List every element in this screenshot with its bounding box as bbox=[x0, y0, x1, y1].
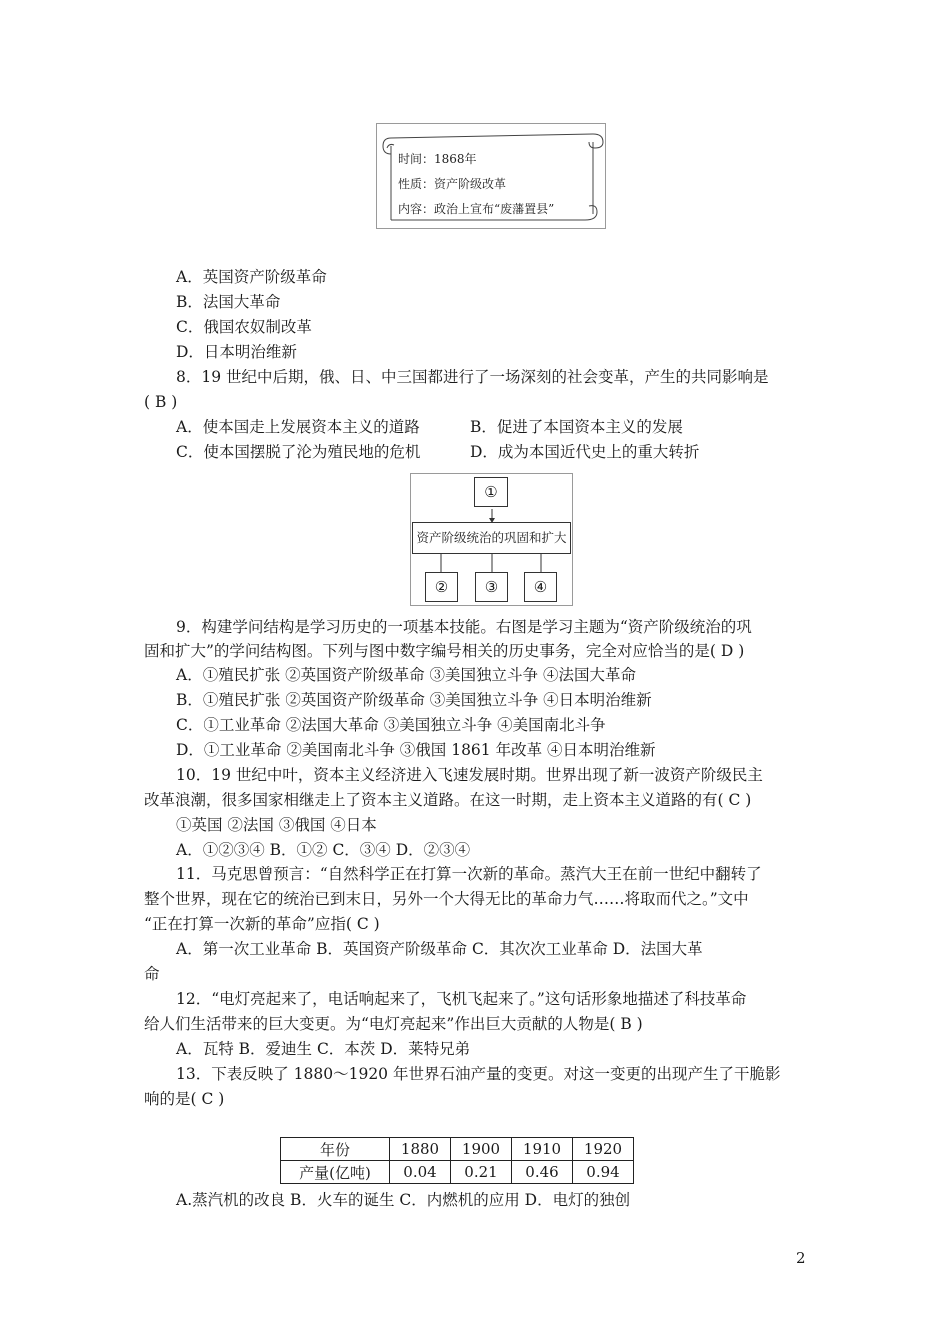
diagram-box-1: ① bbox=[474, 477, 508, 507]
table-header-output: 产量(亿吨) bbox=[281, 1161, 390, 1184]
page-number: 2 bbox=[796, 1249, 806, 1267]
table-row bbox=[281, 1161, 634, 1184]
q9-option-c: C．①工业革命 ②法国大革命 ③美国独立斗争 ④美国南北斗争 bbox=[176, 716, 606, 734]
q11-stem-line2: 整个世界，现在它的统治已到末日，另外一个大得无比的革命力气……将取而代之。”文中 bbox=[144, 890, 749, 908]
scroll-nature: 性质：资产阶级改革 bbox=[398, 177, 507, 191]
q9-option-d: D．①工业革命 ②美国南北斗争 ③俄国 1861 年改革 ④日本明治维新 bbox=[176, 741, 656, 759]
table-cell: 0.46 bbox=[512, 1161, 573, 1184]
diagram-box-4: ④ bbox=[524, 572, 557, 602]
scroll-figure bbox=[376, 123, 606, 229]
oil-production-table bbox=[280, 1137, 634, 1184]
table-cell: 1880 bbox=[390, 1138, 451, 1161]
table-cell: 0.21 bbox=[451, 1161, 512, 1184]
q12-options: A．瓦特 B．爱迪生 C．本茨 D．莱特兄弟 bbox=[176, 1040, 471, 1058]
table-row bbox=[281, 1138, 634, 1161]
q13-stem-line1: 13．下表反映了 1880～1920 年世界石油产量的变更。对这一变更的出现产生了干脆影 bbox=[176, 1065, 781, 1083]
q11-options-cont: 命 bbox=[144, 965, 160, 983]
scroll-time: 时间：1868年 bbox=[398, 152, 477, 166]
table-cell: 1920 bbox=[573, 1138, 634, 1161]
q8-option-a: A．使本国走上发展资本主义的道路 bbox=[176, 418, 420, 436]
q9-stem-line2: 固和扩大”的学问结构图。下列与图中数字编号相关的历史事务，完全对应恰当的是( D ) bbox=[144, 642, 745, 660]
table-cell: 1910 bbox=[512, 1138, 573, 1161]
diagram-box-3: ③ bbox=[475, 572, 508, 602]
q10-stem-line2: 改革浪潮，很多国家相继走上了资本主义道路。在这一时期，走上资本主义道路的有( C ) bbox=[144, 791, 752, 809]
q11-stem-line3: “正在打算一次新的革命”应指( C ) bbox=[144, 915, 380, 933]
q8-option-c: C．使本国摆脱了沦为殖民地的危机 bbox=[176, 443, 421, 461]
q12-stem-line1: 12．“电灯亮起来了，电话响起来了，飞机飞起来了。”这句话形象地描述了科技革命 bbox=[176, 990, 747, 1008]
diagram-box-2: ② bbox=[425, 572, 458, 602]
q11-stem-line1: 11．马克思曾预言：“自然科学正在打算一次新的革命。蒸汽大王在前一世纪中翻转了 bbox=[176, 865, 762, 883]
q7-option-b: B．法国大革命 bbox=[176, 293, 281, 311]
diagram-box-center: 资产阶级统治的巩固和扩大 bbox=[412, 522, 571, 554]
q10-items: ①英国 ②法国 ③俄国 ④日本 bbox=[176, 816, 377, 834]
q8-stem-line1: 8．19 世纪中后期，俄、日、中三国都进行了一场深刻的社会变革，产生的共同影响是 bbox=[176, 368, 769, 386]
scroll-content: 内容：政治上宣布“废藩置县” bbox=[398, 202, 555, 216]
q9-option-b: B．①殖民扩张 ②英国资产阶级革命 ③美国独立斗争 ④日本明治维新 bbox=[176, 691, 652, 709]
structure-diagram bbox=[410, 473, 573, 606]
q8-option-b: B．促进了本国资本主义的发展 bbox=[470, 418, 683, 436]
q7-option-c: C．俄国农奴制改革 bbox=[176, 318, 312, 336]
q11-options: A．第一次工业革命 B．英国资产阶级革命 C．其次次工业革命 D．法国大革 bbox=[176, 940, 703, 958]
q7-option-a: A．英国资产阶级革命 bbox=[176, 268, 327, 286]
q13-stem-line2: 响的是( C ) bbox=[144, 1090, 225, 1108]
q7-option-d: D．日本明治维新 bbox=[176, 343, 297, 361]
q9-stem-line1: 9．构建学问结构是学习历史的一项基本技能。右图是学习主题为“资产阶级统治的巩 bbox=[176, 618, 752, 636]
table-cell: 0.94 bbox=[573, 1161, 634, 1184]
q10-options: A．①②③④ B．①② C．③④ D．②③④ bbox=[176, 841, 471, 859]
q8-option-d: D．成为本国近代史上的重大转折 bbox=[470, 443, 700, 461]
q10-stem-line1: 10．19 世纪中叶，资本主义经济进入飞速发展时期。世界出现了新一波资产阶级民主 bbox=[176, 766, 763, 784]
table-cell: 1900 bbox=[451, 1138, 512, 1161]
q12-stem-line2: 给人们生活带来的巨大变更。为“电灯亮起来”作出巨大贡献的人物是( B ) bbox=[144, 1015, 643, 1033]
table-header-year: 年份 bbox=[281, 1138, 390, 1161]
q8-stem-line2: ( B ) bbox=[144, 393, 178, 411]
table-cell: 0.04 bbox=[390, 1161, 451, 1184]
q13-options: A.蒸汽机的改良 B．火车的诞生 C．内燃机的应用 D．电灯的独创 bbox=[176, 1191, 631, 1209]
q9-option-a: A．①殖民扩张 ②英国资产阶级革命 ③美国独立斗争 ④法国大革命 bbox=[176, 666, 636, 684]
